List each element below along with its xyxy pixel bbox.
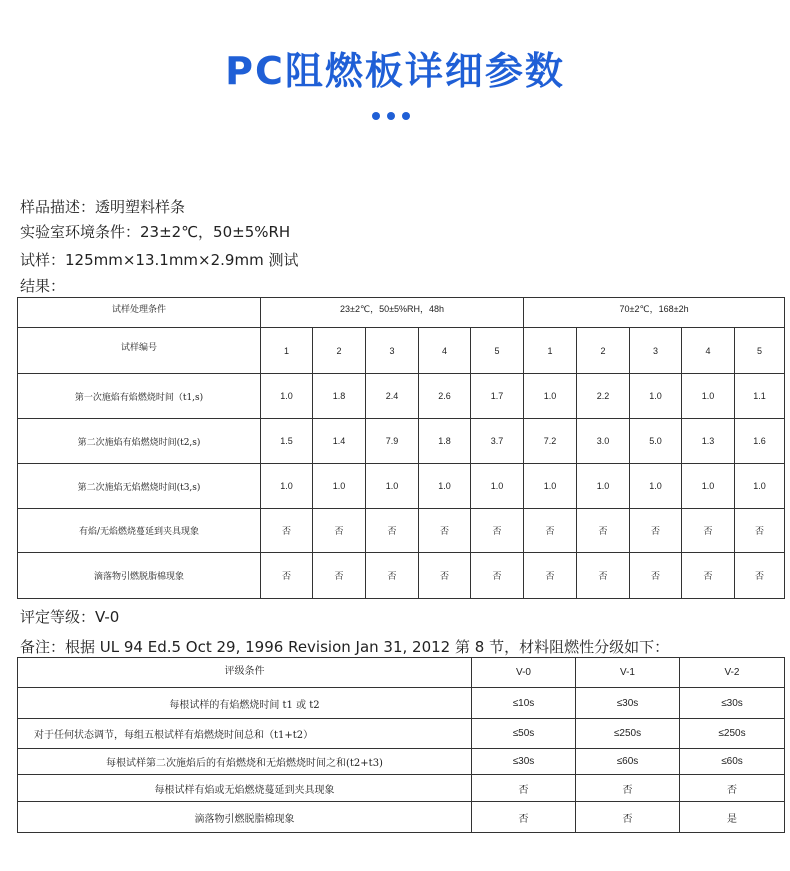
cell-value: 否 — [366, 553, 419, 599]
cell-value: ≤30s — [576, 688, 680, 719]
cell-value: 否 — [735, 509, 785, 553]
test-results-table — [17, 297, 785, 599]
row-label: 第二次施焰无焰燃烧时间(t3,s) — [18, 464, 261, 509]
cell-value: 否 — [472, 775, 576, 802]
cell-value: 1.0 — [577, 464, 630, 509]
cell-value: 1.1 — [735, 374, 785, 419]
cell-value: 1.4 — [313, 419, 366, 464]
cell-value: 否 — [524, 509, 577, 553]
cell-value: ≤50s — [472, 719, 576, 749]
cell-value: 7.2 — [524, 419, 577, 464]
cell-value: 2.6 — [419, 374, 471, 419]
row-label: 滴落物引燃脱脂棉现象 — [18, 553, 261, 599]
cell-value: 否 — [576, 802, 680, 833]
cell-value: 1.0 — [630, 464, 682, 509]
table-row — [18, 419, 785, 464]
specimen-number: 4 — [682, 328, 735, 374]
condition-b: 70±2℃，168±2h — [524, 298, 785, 328]
row-label: 第二次施焰有焰燃烧时间(t2,s) — [18, 419, 261, 464]
cell-value: 1.0 — [682, 374, 735, 419]
cell-value: 1.0 — [630, 374, 682, 419]
row-label: 对于任何状态调节，每组五根试样有焰燃烧时间总和（t1+t2） — [18, 719, 472, 749]
cell-value: 1.0 — [524, 374, 577, 419]
cell-value: 1.0 — [419, 464, 471, 509]
cell-value: 是 — [680, 802, 785, 833]
grade-header-row — [18, 658, 785, 688]
header-label: 评级条件 — [18, 658, 472, 688]
table-row — [18, 509, 785, 553]
cell-value: 1.8 — [313, 374, 366, 419]
cell-value: 1.0 — [313, 464, 366, 509]
cell-value: 否 — [735, 553, 785, 599]
row-label: 每根试样有焰或无焰燃烧蔓延到夹具现象 — [18, 775, 472, 802]
cell-value: 1.0 — [261, 464, 313, 509]
table-row — [18, 553, 785, 599]
row-label: 滴落物引燃脱脂棉现象 — [18, 802, 472, 833]
cell-value: 否 — [261, 553, 313, 599]
grade-header: V-1 — [576, 658, 680, 688]
lab-environment: 实验室环境条件：23±2℃，50±5%RH — [20, 223, 291, 241]
cell-value: 3.7 — [471, 419, 524, 464]
rating-result: 评定等级：V-0 — [20, 608, 120, 626]
cell-value: ≤10s — [472, 688, 576, 719]
cell-value: 1.0 — [261, 374, 313, 419]
cell-value: 否 — [682, 509, 735, 553]
table-row — [18, 688, 785, 719]
cell-value: 1.0 — [471, 464, 524, 509]
row-label: 每根试样第二次施焰后的有焰燃烧和无焰燃烧时间之和(t2+t3) — [18, 749, 472, 775]
cell-value: ≤60s — [576, 749, 680, 775]
cell-value: 否 — [472, 802, 576, 833]
standard-note: 备注：根据 UL 94 Ed.5 Oct 29, 1996 Revision Jan 31, 2012 第 8 节，材料阻燃性分级如下： — [20, 638, 670, 656]
table-row — [18, 749, 785, 775]
cell-value: 1.3 — [682, 419, 735, 464]
table-row — [18, 464, 785, 509]
cell-value: ≤30s — [472, 749, 576, 775]
page-title: PC阻燃板详细参数 — [225, 49, 565, 93]
specimen-number: 3 — [366, 328, 419, 374]
cell-value: 否 — [682, 553, 735, 599]
cell-value: ≤60s — [680, 749, 785, 775]
grade-header: V-0 — [472, 658, 576, 688]
condition-a: 23±2℃，50±5%RH，48h — [261, 298, 524, 328]
specimen-number: 5 — [735, 328, 785, 374]
table-row — [18, 802, 785, 833]
cell-value: ≤250s — [680, 719, 785, 749]
row-label: 有焰/无焰燃烧蔓延到夹具现象 — [18, 509, 261, 553]
specimen-number: 3 — [630, 328, 682, 374]
decorative-dots — [372, 112, 418, 122]
cell-value: 5.0 — [630, 419, 682, 464]
cell-value: 否 — [471, 553, 524, 599]
grade-header: V-2 — [680, 658, 785, 688]
sample-description: 样品描述：透明塑料样条 — [20, 198, 186, 216]
specimen-number: 1 — [261, 328, 313, 374]
cell-value: 否 — [366, 509, 419, 553]
condition-label: 试样处理条件 — [18, 298, 261, 328]
cell-value: 3.0 — [577, 419, 630, 464]
cell-value: 1.0 — [366, 464, 419, 509]
cell-value: 否 — [576, 775, 680, 802]
number-row — [18, 328, 785, 374]
specimen-size: 试样：125mm×13.1mm×2.9mm 测试 — [20, 251, 299, 269]
cell-value: 1.8 — [419, 419, 471, 464]
cell-value: 1.0 — [735, 464, 785, 509]
specimen-number: 2 — [313, 328, 366, 374]
cell-value: 2.2 — [577, 374, 630, 419]
cell-value: 1.6 — [735, 419, 785, 464]
cell-value: 否 — [419, 509, 471, 553]
cell-value: ≤30s — [680, 688, 785, 719]
number-label: 试样编号 — [18, 328, 261, 374]
cell-value: 否 — [313, 509, 366, 553]
specimen-number: 4 — [419, 328, 471, 374]
specimen-number: 1 — [524, 328, 577, 374]
cell-value: 1.7 — [471, 374, 524, 419]
table-row — [18, 775, 785, 802]
cell-value: 1.0 — [682, 464, 735, 509]
cell-value: 否 — [471, 509, 524, 553]
table-row — [18, 374, 785, 419]
row-label: 第一次施焰有焰燃烧时间（t1,s) — [18, 374, 261, 419]
row-label: 每根试样的有焰燃烧时间 t1 或 t2 — [18, 688, 472, 719]
cell-value: 否 — [680, 775, 785, 802]
cell-value: 否 — [419, 553, 471, 599]
cell-value: 1.5 — [261, 419, 313, 464]
cell-value: ≤250s — [576, 719, 680, 749]
table-row — [18, 719, 785, 749]
cell-value: 否 — [261, 509, 313, 553]
cell-value: 否 — [630, 509, 682, 553]
cell-value: 7.9 — [366, 419, 419, 464]
cell-value: 否 — [577, 509, 630, 553]
specimen-number: 2 — [577, 328, 630, 374]
cell-value: 否 — [577, 553, 630, 599]
cell-value: 1.0 — [524, 464, 577, 509]
cell-value: 否 — [313, 553, 366, 599]
specimen-number: 5 — [471, 328, 524, 374]
cell-value: 否 — [630, 553, 682, 599]
condition-row — [18, 298, 785, 328]
result-label: 结果： — [20, 277, 66, 295]
cell-value: 2.4 — [366, 374, 419, 419]
cell-value: 否 — [524, 553, 577, 599]
grading-criteria-table — [17, 657, 785, 833]
